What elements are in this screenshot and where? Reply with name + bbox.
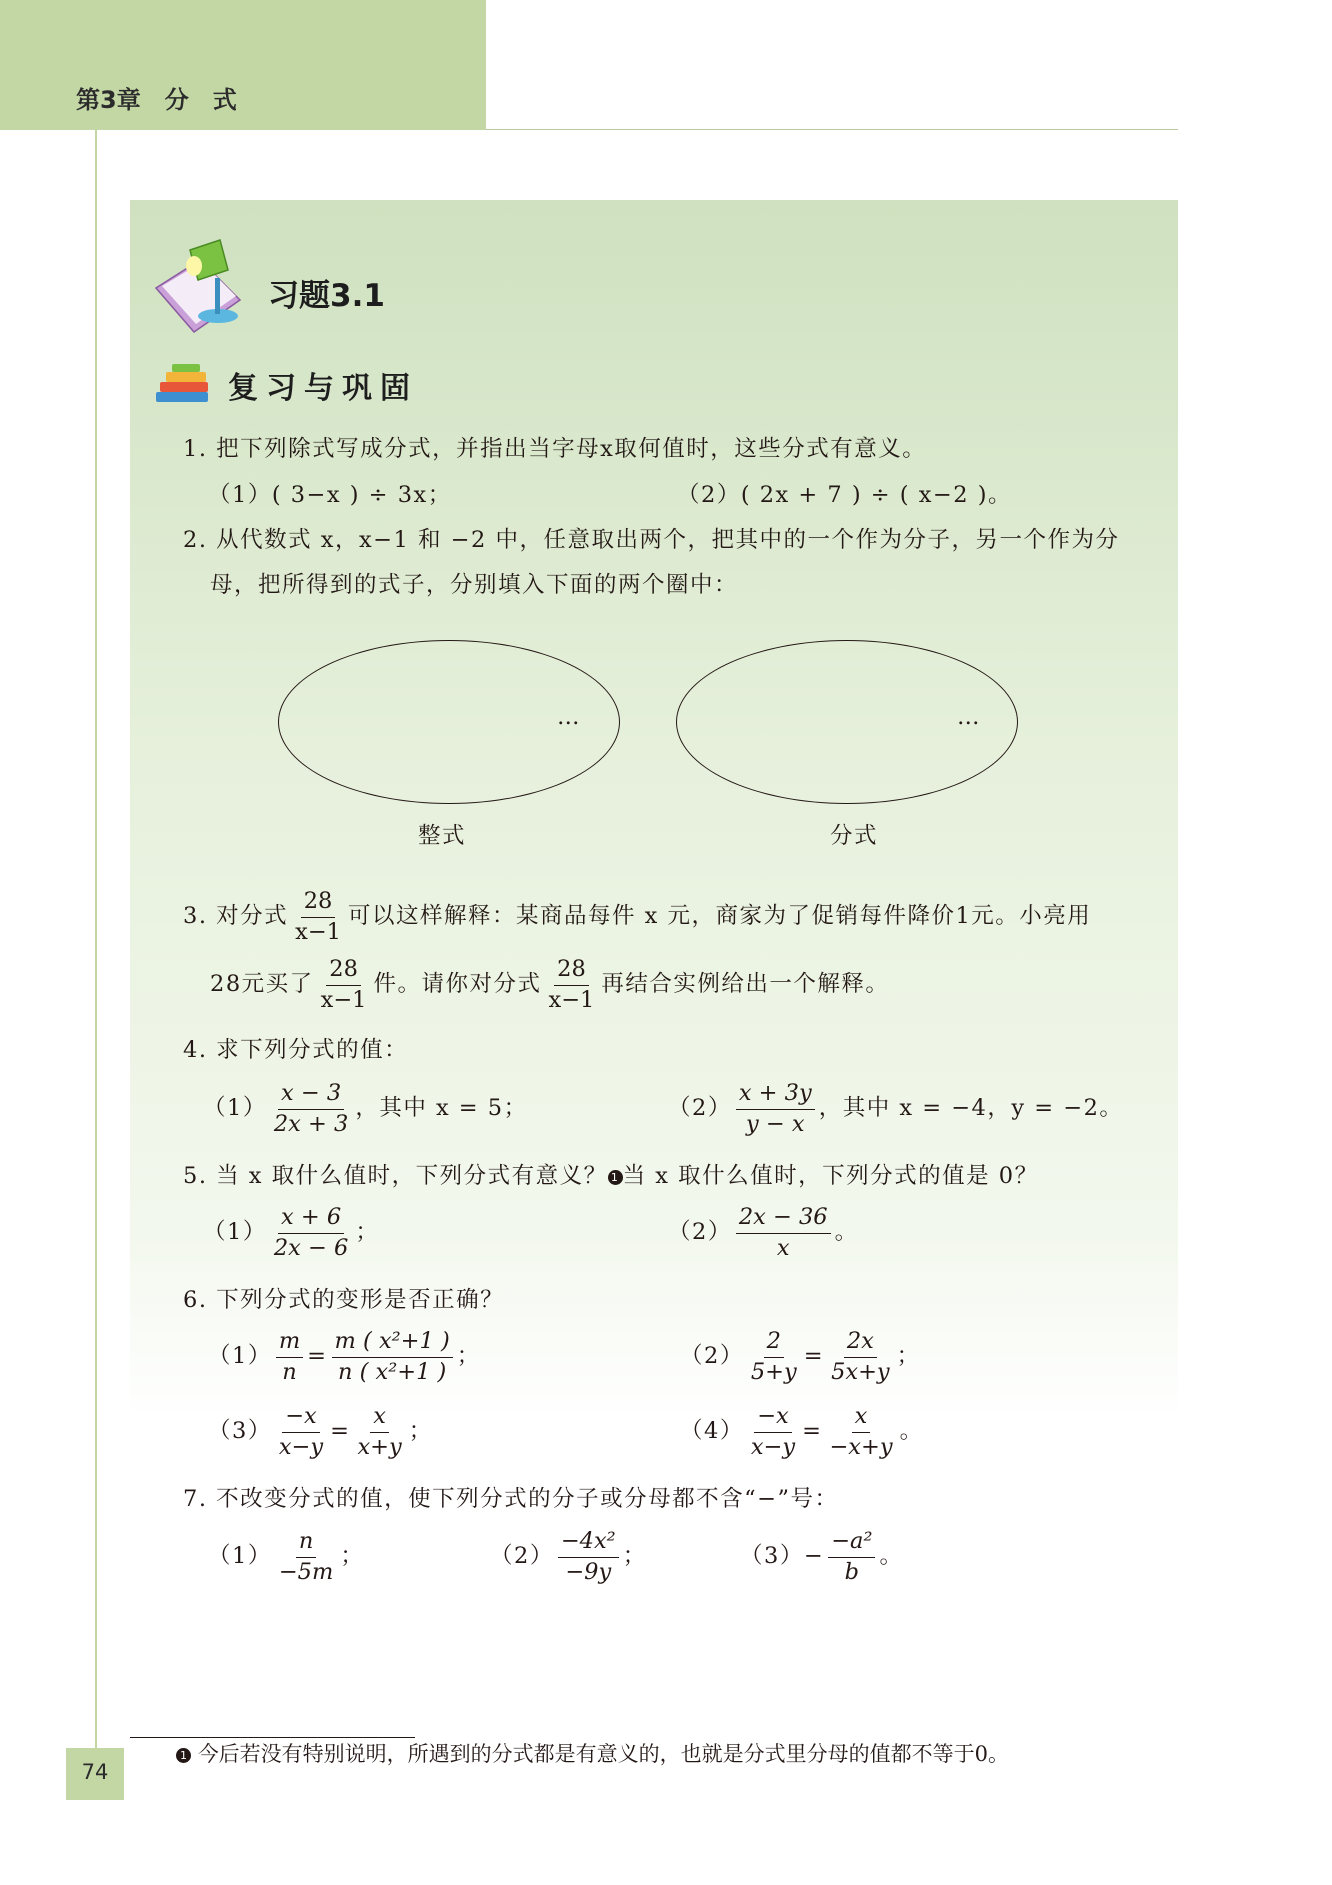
q3-line1 (183, 890, 1091, 944)
part-label: （1） (208, 1543, 272, 1570)
part-label: （2） (668, 1219, 732, 1246)
minus-sign: − (803, 1543, 825, 1570)
q2-line1: 2. 从代数式 x，x−1 和 −2 中，任意取出两个，把其中的一个作为分子，另一个作为分 (183, 527, 1120, 553)
equals-sign: = (307, 1343, 328, 1370)
numerator: m ( x²+1 ) (332, 1330, 453, 1358)
numerator: 28 (301, 890, 336, 918)
numerator: −4x² (558, 1530, 619, 1558)
q5-part1 (203, 1206, 379, 1260)
numerator: x (852, 1405, 871, 1433)
q3-fraction (292, 890, 344, 944)
punct: ； (456, 1343, 481, 1370)
page-number: 74 (81, 1760, 109, 1784)
punct: 。 (899, 1418, 924, 1445)
integral-label: 整式 (418, 823, 467, 849)
denominator: x−y (278, 1433, 324, 1460)
fraction (828, 1530, 875, 1584)
fraction-left (748, 1330, 800, 1384)
footnote (176, 1738, 1009, 1768)
denominator: b (844, 1558, 860, 1585)
chapter-tab (0, 0, 486, 130)
q6-part3 (208, 1405, 433, 1459)
part-label: （2） (680, 1343, 744, 1370)
condition: ，其中 x = 5； (355, 1095, 528, 1122)
oval2-dots: … (957, 704, 981, 730)
denominator: n ( x²+1 ) (337, 1358, 447, 1385)
numerator: n (296, 1530, 317, 1558)
q5-stem (183, 1162, 1039, 1190)
part-label: （2） (490, 1543, 554, 1570)
q7-part3 (740, 1530, 904, 1584)
q3-fraction (318, 958, 370, 1012)
part-label: （1） (203, 1095, 267, 1122)
denominator: −9y (565, 1558, 612, 1585)
denominator: y − x (745, 1110, 805, 1137)
punct: ； (340, 1543, 365, 1570)
part-label: （1） (203, 1219, 267, 1246)
equals-sign: = (330, 1418, 351, 1445)
fraction-right (828, 1330, 893, 1384)
q7-part1 (208, 1530, 364, 1584)
numerator: 2x − 36 (736, 1206, 831, 1234)
fraction (271, 1082, 351, 1136)
q1-part2: （2）( 2x + 7 ) ÷ ( x−2 )。 (677, 482, 1013, 508)
fraction (736, 1082, 815, 1136)
fraction (558, 1530, 619, 1584)
numerator: 28 (554, 958, 589, 986)
numerator: −x (282, 1405, 320, 1433)
numerator: x + 3y (736, 1082, 815, 1110)
footnote-marker: 1 (176, 1748, 191, 1763)
denominator: −x+y (829, 1433, 893, 1460)
q5-text-b: 当 x 取什么值时，下列分式的值是 0？ (622, 1163, 1039, 1189)
denominator: x+y (357, 1433, 402, 1460)
section-title: 复习与巩固 (228, 371, 418, 406)
fraction-label: 分式 (830, 823, 879, 849)
numerator: m (276, 1330, 303, 1358)
q4-part1 (203, 1082, 528, 1136)
numerator: x (370, 1405, 389, 1433)
numerator: 2 (764, 1330, 784, 1358)
q2-line2: 母，把所得到的式子，分别填入下面的两个圈中： (210, 572, 739, 598)
oval1-dots: … (557, 704, 581, 730)
numerator: −a² (828, 1530, 875, 1558)
part-label: （4） (680, 1418, 744, 1445)
numerator: −x (754, 1405, 792, 1433)
numerator: 28 (326, 958, 361, 986)
denominator: 2x + 3 (273, 1110, 349, 1137)
fraction-left (276, 1405, 326, 1459)
fraction-left (748, 1405, 798, 1459)
denominator: −5m (278, 1558, 334, 1585)
punct: 。 (879, 1543, 904, 1570)
part-label: （3） (740, 1543, 804, 1570)
q3-text-e: 再结合实例给出一个解释。 (601, 971, 890, 998)
q6-part1 (208, 1330, 481, 1384)
fraction (736, 1206, 831, 1260)
footnote-marker: 1 (608, 1170, 623, 1185)
punct: ； (408, 1418, 433, 1445)
q7-part2 (490, 1530, 647, 1584)
fraction (271, 1206, 351, 1260)
q3-text-a: 3. 对分式 (183, 903, 289, 930)
chapter-title: 第3章 分 式 (76, 86, 237, 114)
fraction-left (276, 1330, 303, 1384)
denominator: 2x − 6 (273, 1234, 349, 1261)
fraction-right (332, 1330, 453, 1384)
books-icon (150, 362, 220, 412)
numerator: 2x (844, 1330, 877, 1358)
punct: ； (896, 1343, 921, 1370)
q6-stem: 6. 下列分式的变形是否正确？ (183, 1287, 505, 1313)
q4-part2 (668, 1082, 1123, 1136)
equals-sign: = (802, 1418, 823, 1445)
q3-text-c: 28元买了 (210, 971, 314, 998)
header-rule (486, 129, 1178, 130)
punct: ； (622, 1543, 647, 1570)
part-label: （3） (208, 1418, 272, 1445)
punct: 。 (834, 1219, 859, 1246)
footnote-text: 今后若没有特别说明，所遇到的分式都是有意义的，也就是分式里分母的值都不等于0。 (197, 1742, 1010, 1766)
q3-fraction (546, 958, 598, 1012)
q4-stem: 4. 求下列分式的值： (183, 1037, 409, 1063)
q3-line2 (210, 958, 889, 1012)
numerator: x + 6 (278, 1206, 344, 1234)
punct: ； (355, 1219, 380, 1246)
fraction-right (354, 1405, 404, 1459)
q5-text-a: 5. 当 x 取什么值时，下列分式有意义？ (183, 1163, 608, 1189)
q6-part4 (680, 1405, 924, 1459)
part-label: （2） (668, 1095, 732, 1122)
fraction (276, 1530, 337, 1584)
equals-sign: = (803, 1343, 825, 1370)
q3-text-b: 可以这样解释：某商品每件 x 元，商家为了促销每件降价1元。小亮用 (347, 903, 1092, 930)
part-label: （1） (208, 1343, 272, 1370)
denominator: x−1 (320, 986, 367, 1013)
desk-lamp-icon (148, 236, 258, 340)
numerator: x − 3 (278, 1082, 344, 1110)
q7-stem: 7. 不改变分式的值，使下列分式的分子或分母都不含“−”号： (183, 1486, 839, 1512)
q3-text-d: 件。请你对分式 (373, 971, 542, 998)
q6-part2 (680, 1330, 921, 1384)
q1-stem: 1. 把下列除式写成分式，并指出当字母x取何值时，这些分式有意义。 (183, 436, 927, 462)
exercise-title: 习题3.1 (268, 278, 385, 314)
denominator: n (282, 1358, 297, 1385)
condition: ，其中 x = −4，y = −2。 (818, 1095, 1124, 1122)
q5-part2 (668, 1206, 859, 1260)
denominator: x−1 (295, 918, 341, 945)
denominator: 5+y (750, 1358, 797, 1385)
denominator: 5x+y (831, 1358, 890, 1385)
denominator: x (776, 1234, 790, 1261)
q1-part1: （1）( 3−x ) ÷ 3x； (208, 482, 452, 508)
denominator: x−y (750, 1433, 796, 1460)
side-rule (95, 130, 97, 1750)
denominator: x−1 (548, 986, 595, 1013)
fraction-right (826, 1405, 895, 1459)
